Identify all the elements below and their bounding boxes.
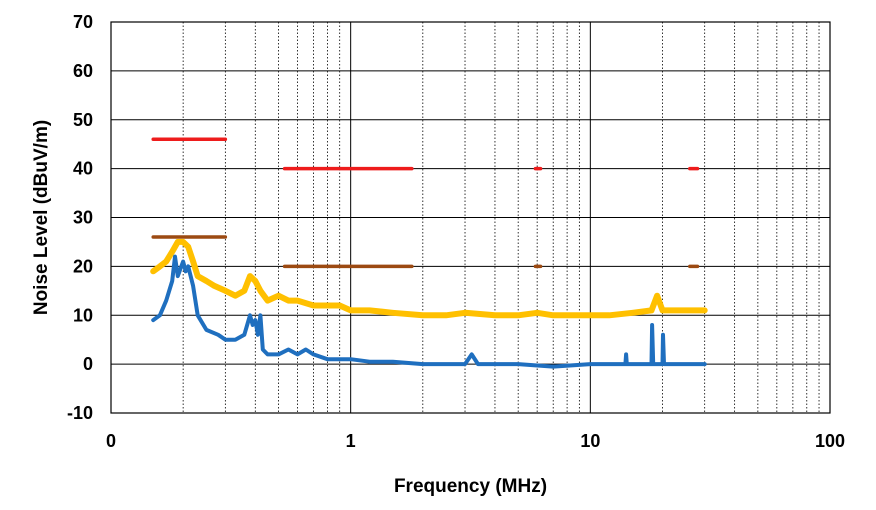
y-tick-label: 30 [72,207,93,228]
trace-upper-line [153,242,705,315]
y-tick-label: 40 [72,158,93,179]
x-tick-label: 10 [580,431,601,451]
y-tick-label: 70 [72,12,93,32]
series-layer [153,139,705,366]
y-tick-label: 50 [72,109,93,130]
x-tick-label: 100 [814,431,846,451]
y-tick-label: 20 [72,256,93,277]
y-tick-label: 60 [72,60,93,81]
x-tick-label: 1 [345,431,356,451]
y-tick-labels [67,12,93,423]
y-tick-label: -10 [66,403,93,423]
y-tick-label: 0 [82,354,93,375]
x-axis-title: Frequency (MHz) [393,476,548,497]
y-tick-label: 10 [72,305,93,326]
x-tick-label: 0 [105,431,117,451]
y-axis-title: Noise Level (dBuV/m) [31,119,52,316]
x-tick-labels [106,431,845,451]
